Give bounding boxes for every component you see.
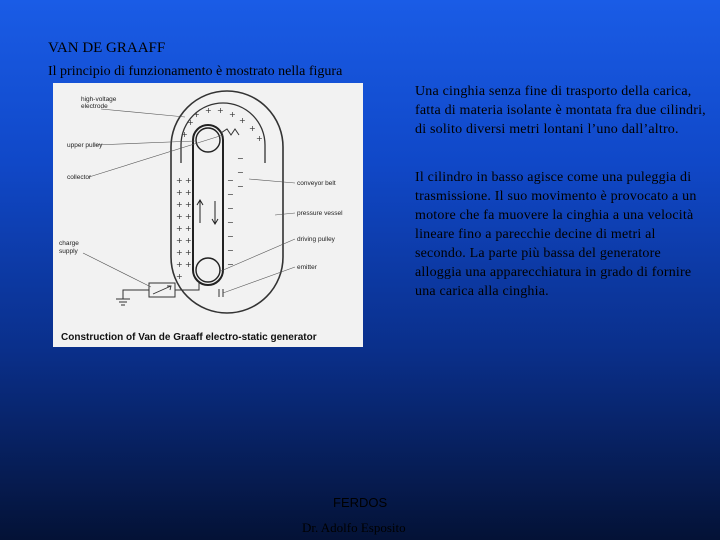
label-electrode-2: electrode [81, 103, 108, 110]
svg-text:+: + [176, 188, 183, 197]
svg-text:−: − [227, 232, 234, 241]
svg-text:+: + [217, 106, 224, 115]
svg-text:+: + [187, 118, 194, 127]
svg-text:+: + [176, 200, 183, 209]
svg-text:−: − [237, 182, 244, 191]
svg-text:+: + [176, 236, 183, 245]
label-emitter: emitter [297, 264, 317, 271]
svg-text:+: + [185, 236, 192, 245]
van-de-graaff-diagram [53, 83, 363, 347]
footer-author: Dr. Adolfo Esposito [302, 520, 406, 535]
figure-caption: Construction of Van de Graaff electro-static generator [61, 332, 317, 343]
paragraph-belt: Una cinghia senza fine di trasporto della carica, fatta di materia isolante è montata fra due cilindri, di solito diversi metri lontani l’uno dall’altro. [415, 84, 706, 137]
emitter [219, 289, 223, 297]
svg-text:−: − [237, 168, 244, 177]
label-charge-1: charge [59, 240, 79, 247]
svg-text:+: + [239, 116, 246, 125]
svg-text:+: + [176, 176, 183, 185]
svg-text:+: + [176, 260, 183, 269]
collector [221, 129, 239, 135]
svg-text:−: − [227, 190, 234, 199]
label-pressure-vessel: pressure vessel [297, 210, 343, 217]
svg-text:+: + [185, 188, 192, 197]
svg-text:+: + [176, 248, 183, 257]
svg-text:+: + [185, 224, 192, 233]
slide-title: VAN DE GRAAFF [48, 40, 166, 56]
driving-pulley [196, 258, 220, 282]
label-electrode-1: high-voltage [81, 96, 117, 103]
footer-org: FERDOS [333, 495, 388, 510]
svg-text:+: + [256, 134, 263, 143]
svg-text:−: − [237, 154, 244, 163]
svg-text:−: − [227, 246, 234, 255]
negative-charges [227, 154, 244, 269]
ground-icon [116, 299, 130, 305]
svg-text:+: + [185, 212, 192, 221]
label-charge-2: supply [59, 248, 78, 255]
svg-text:+: + [249, 124, 256, 133]
label-upper-pulley: upper pulley [67, 142, 103, 149]
svg-text:−: − [227, 260, 234, 269]
paragraph-pulley: Il cilindro in basso agisce come una puleggia di trasmissione. Il suo movimento è provocato a un motore che fa muovere la cinghia a una velocità lineare fino a parecchie decine di metri al secondo. La parte più bassa del generatore alloggia una apparecchiatura in grado di fornire una carica alla cinghia. [415, 170, 697, 299]
svg-text:−: − [227, 204, 234, 213]
belt-down-arrow [212, 201, 218, 224]
label-collector: collector [67, 174, 92, 181]
svg-text:+: + [185, 248, 192, 257]
svg-text:−: − [227, 176, 234, 185]
svg-text:+: + [185, 176, 192, 185]
svg-text:+: + [185, 200, 192, 209]
svg-text:+: + [205, 106, 212, 115]
belt-up-arrow [197, 200, 203, 223]
positive-charges [176, 106, 263, 281]
svg-text:+: + [181, 130, 188, 139]
svg-text:+: + [185, 260, 192, 269]
label-conveyor-belt: conveyor belt [297, 180, 336, 187]
svg-text:+: + [176, 272, 183, 281]
svg-text:−: − [227, 218, 234, 227]
ground-wire [123, 290, 149, 299]
svg-text:+: + [229, 110, 236, 119]
svg-text:+: + [193, 110, 200, 119]
slide-subtitle: Il principio di funzionamento è mostrato nella figura [48, 64, 343, 79]
label-driving-pulley: driving pulley [297, 236, 335, 243]
svg-text:+: + [176, 212, 183, 221]
svg-text:+: + [176, 224, 183, 233]
